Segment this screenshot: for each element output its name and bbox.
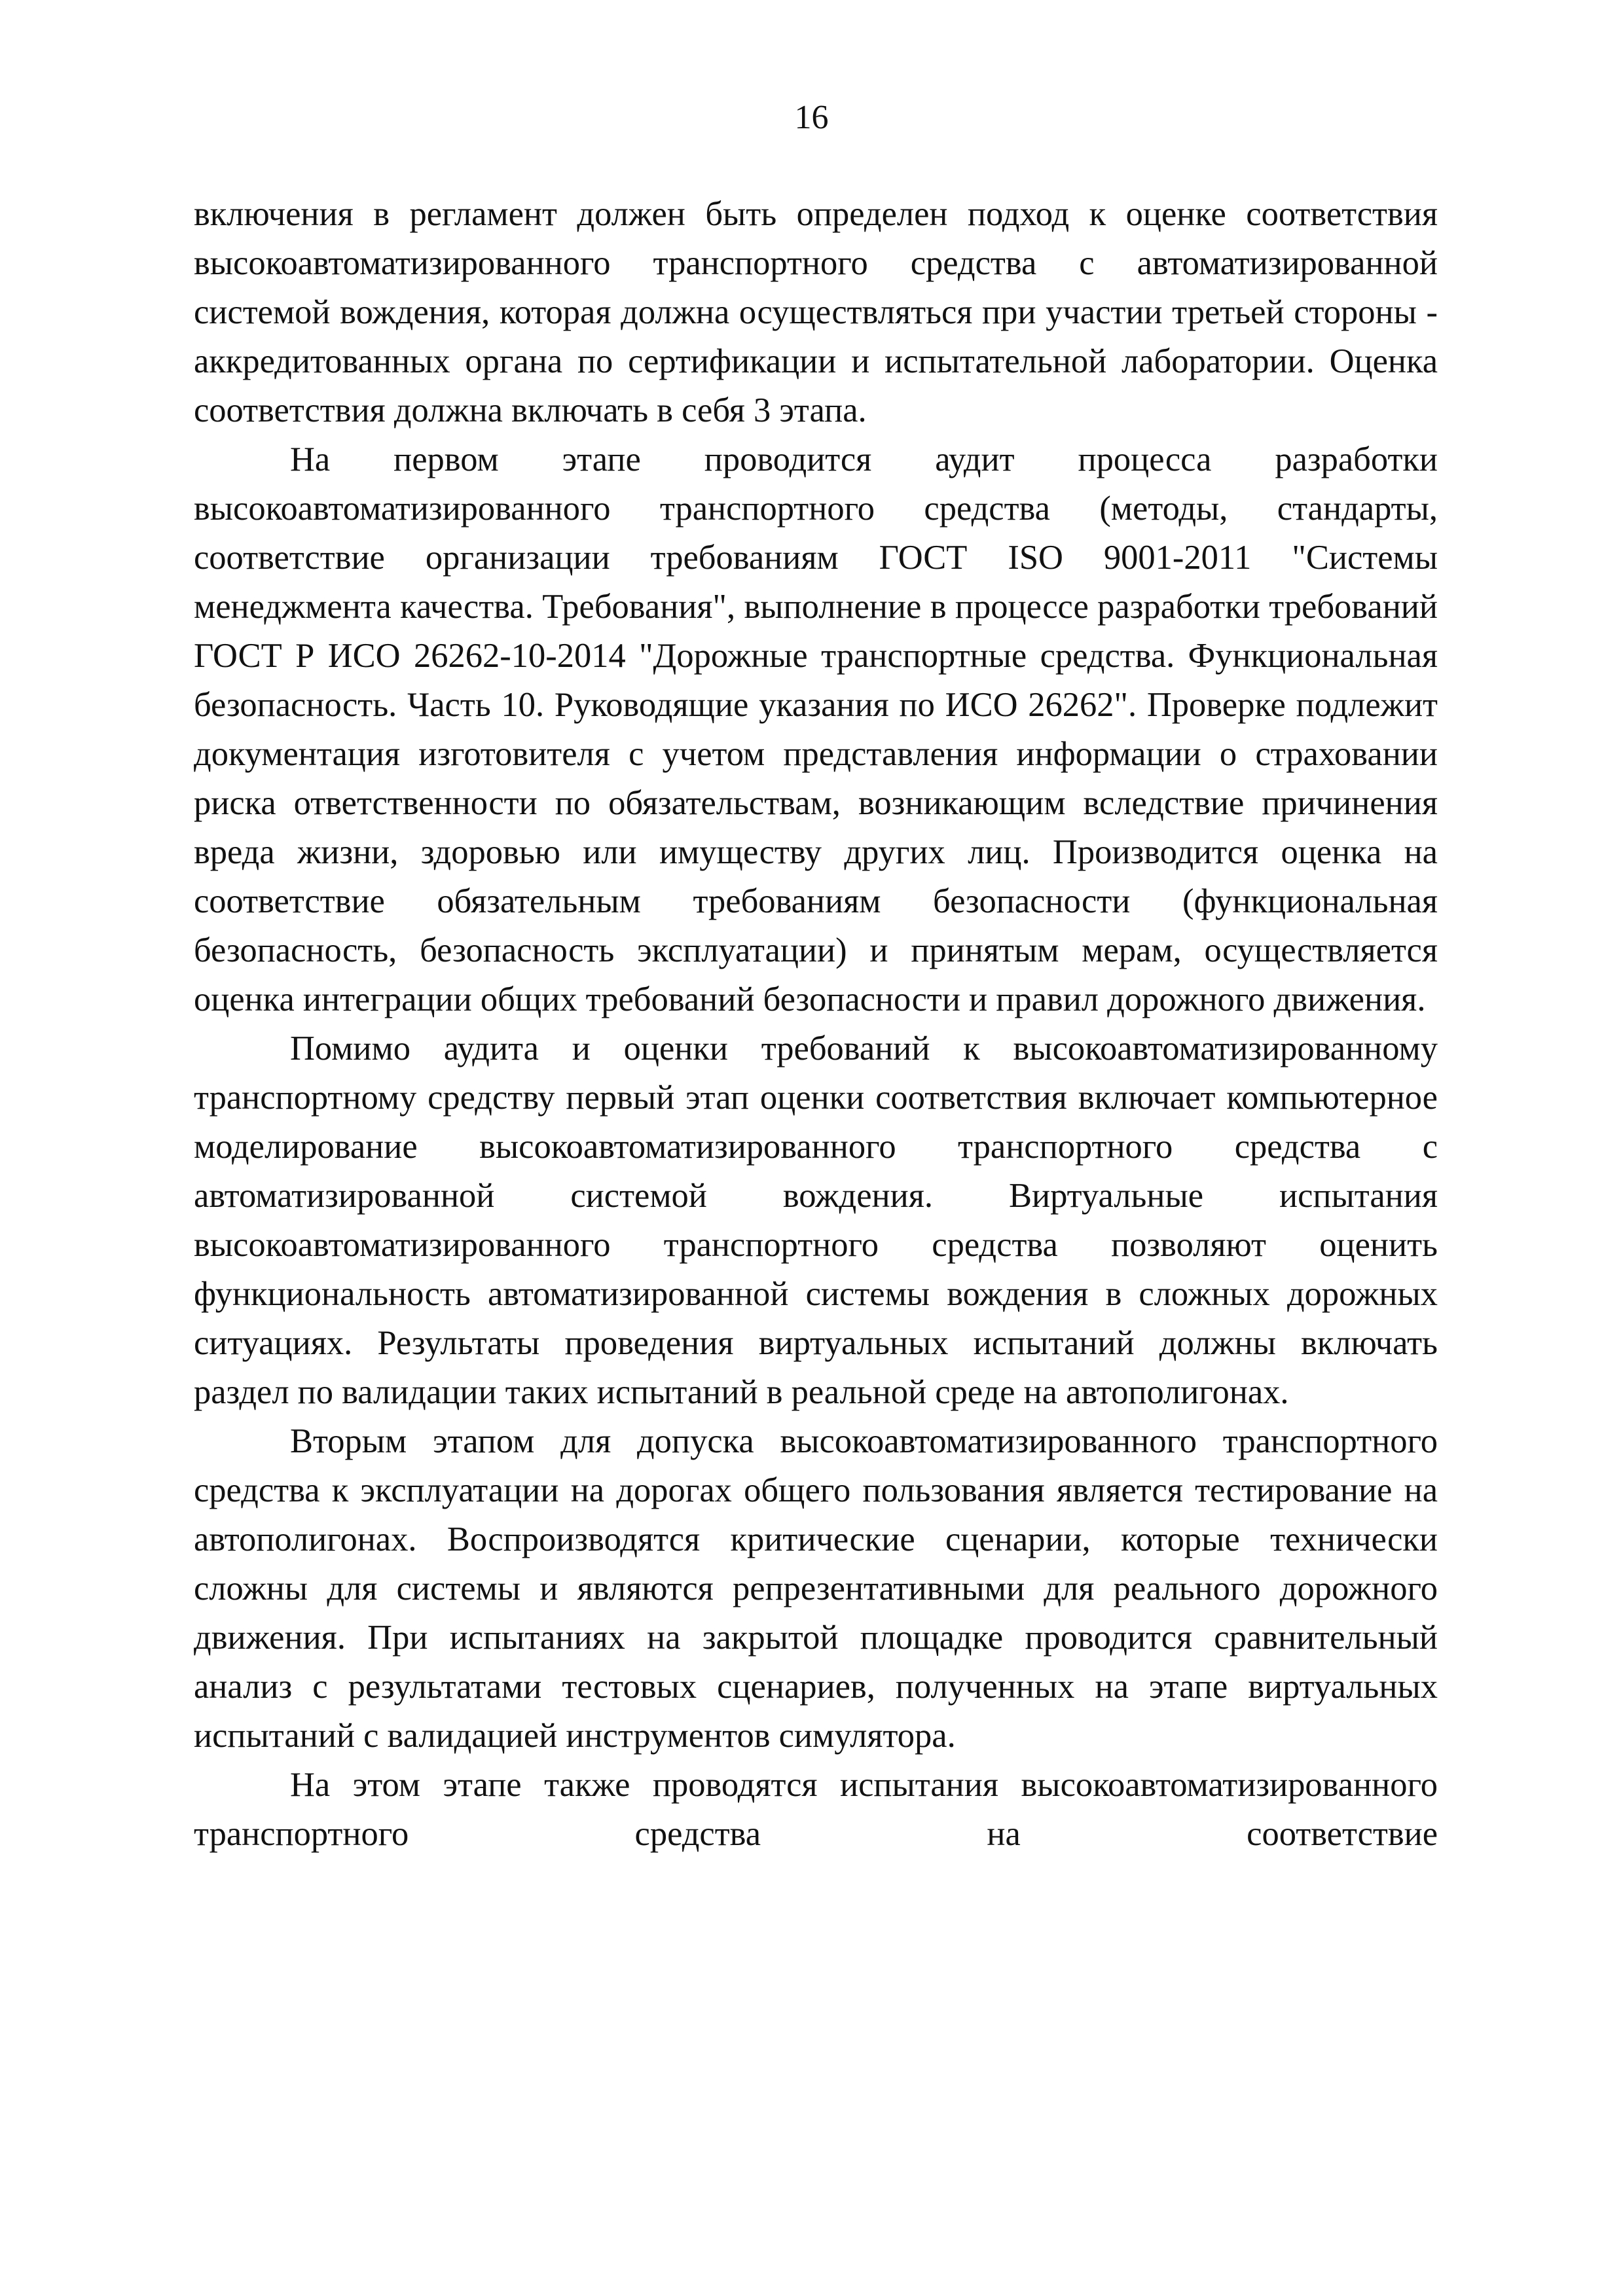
document-body: [194, 190, 1438, 1859]
paragraph-first-stage: На первом этапе проводится аудит процесса разработки высокоавтоматизированного транспортного средства (методы, стандарты, соответствие организации требованиям ГОСТ ISO 9001-2011 "Системы менеджмента качества. Требования", выполнение в процессе разработки требований ГОСТ Р ИСО 26262-10-2014 "Дорожные транспортные средства. Функциональная безопасность. Часть 10. Руководящие указания по ИСО 26262". Проверке подлежит документация изготовителя с учетом представления информации о страховании риска ответственности по обязательствам, возникающим вследствие причинения вреда жизни, здоровью или имуществу других лиц. Производится оценка на соответствие обязательным требованиям безопасности (функциональная безопасность, безопасность эксплуатации) и принятым мерам, осуществляется оценка интеграции общих требований безопасности и правил дорожного движения.: [194, 440, 1438, 1018]
paragraph-compliance-tests: На этом этапе также проводятся испытания высокоавтоматизированного транспортного средства на соответствие: [194, 1766, 1438, 1853]
paragraph-virtual-testing: Помимо аудита и оценки требований к высокоавтоматизированному транспортному средству первый этап оценки соответствия включает компьютерное моделирование высокоавтоматизированного транспортного средства с автоматизированной системой вождения. Виртуальные испытания высокоавтоматизированного транспортного средства позволяют оценить функциональность автоматизированной системы вождения в сложных дорожных ситуациях. Результаты проведения виртуальных испытаний должны включать раздел по валидации таких испытаний в реальной среде на автополигонах.: [194, 1030, 1438, 1411]
page-number: 16: [794, 99, 829, 136]
paragraph-second-stage: Вторым этапом для допуска высокоавтоматизированного транспортного средства к эксплуатации на дорогах общего пользования является тестирование на автополигонах. Воспроизводятся критические сценарии, которые технически сложны для системы и являются репрезентативными для реального дорожного движения. При испытаниях на закрытой площадке проводится сравнительный анализ с результатами тестовых сценариев, полученных на этапе виртуальных испытаний с валидацией инструментов симулятора.: [194, 1422, 1438, 1755]
paragraph-intro-continuation: включения в регламент должен быть определен подход к оценке соответствия высокоавтоматизированного транспортного средства с автоматизированной системой вождения, которая должна осуществляться при участии третьей стороны - аккредитованных органа по сертификации и испытательной лаборатории. Оценка соответствия должна включать в себя 3 этапа.: [194, 195, 1438, 429]
